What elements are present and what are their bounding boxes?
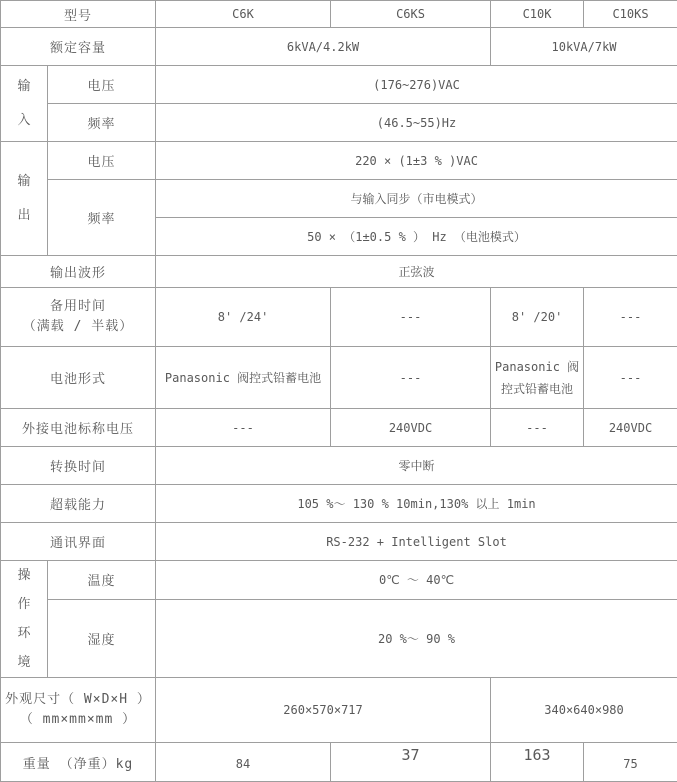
weight-label: 重量 （净重）kg [1,743,156,782]
dimensions-label [1,678,156,743]
temperature-value: 0℃ ～ 40℃ [156,561,677,600]
weight-c10ks-value: 75 [623,757,637,771]
weight-c6ks-value: 37 [401,746,419,764]
dimensions-label-line1: 外观尺寸（ W×D×H ） [3,690,153,710]
backup-time-c6ks: --- [331,288,491,347]
battery-type-c10ks: --- [584,347,677,409]
row-env-temperature [1,561,677,600]
battery-type-label: 电池形式 [1,347,156,409]
backup-time-c10k: 8' /20' [491,288,584,347]
weight-c6k [156,743,331,782]
backup-time-label-line1: 备用时间 [3,297,153,317]
output-voltage-value: 220 × (1±3 % )VAC [156,142,677,180]
environment-group-label [1,561,48,678]
comm-value: RS-232 + Intelligent Slot [156,523,677,561]
weight-c6k-value: 84 [236,757,250,771]
overload-value: 105 %～ 130 % 10min,130% 以上 1min [156,485,677,523]
row-ext-battery-voltage [1,409,677,447]
ext-battery-c10ks: 240VDC [584,409,677,447]
overload-label: 超载能力 [1,485,156,523]
battery-type-c6k: Panasonic 阀控式铅蓄电池 [156,347,331,409]
output-group-text: 输出 [17,165,32,233]
dimensions-c10: 340×640×980 [491,678,677,743]
row-overload [1,485,677,523]
row-waveform [1,256,677,288]
output-freq-battery: 50 × （1±0.5 % ） Hz （电池模式） [156,218,677,256]
comm-label: 通讯界面 [1,523,156,561]
capacity-c6: 6kVA/4.2kW [156,28,491,66]
humidity-label: 湿度 [48,599,156,677]
output-voltage-label: 电压 [48,142,156,180]
row-output-freq-utility [1,180,677,218]
waveform-value: 正弦波 [156,256,677,288]
output-freq-utility: 与输入同步（市电模式） [156,180,677,218]
input-group-text: 输入 [17,70,32,138]
input-group-label [1,66,48,142]
environment-group-text: 操作环境 [17,561,32,677]
row-input-frequency [1,104,677,142]
ext-battery-label: 外接电池标称电压 [1,409,156,447]
transfer-time-value: 零中断 [156,447,677,485]
model-c10k: C10K [491,1,584,28]
backup-time-label [1,288,156,347]
model-label: 型号 [1,1,156,28]
temperature-label: 温度 [48,561,156,600]
output-freq-label: 频率 [48,180,156,256]
dimensions-c6: 260×570×717 [156,678,491,743]
model-c6ks: C6KS [331,1,491,28]
row-transfer-time [1,447,677,485]
row-backup-time [1,288,677,347]
row-dimensions [1,678,677,743]
model-c10ks: C10KS [584,1,677,28]
row-weight [1,743,677,782]
capacity-c10: 10kVA/7kW [491,28,677,66]
weight-c10ks [584,743,677,782]
backup-time-c10ks: --- [584,288,677,347]
battery-type-c10k: Panasonic 阀控式铅蓄电池 [491,347,584,409]
backup-time-c6k: 8' /24' [156,288,331,347]
row-capacity [1,28,677,66]
row-env-humidity [1,599,677,677]
ext-battery-c10k: --- [491,409,584,447]
input-voltage-label: 电压 [48,66,156,104]
dimensions-label-line2: （ mm×mm×mm ） [3,710,153,730]
input-voltage-value: (176~276)VAC [156,66,677,104]
humidity-value: 20 %～ 90 % [156,599,677,677]
weight-c10k [491,743,584,782]
weight-c6ks [331,743,491,782]
output-group-label [1,142,48,256]
ext-battery-c6k: --- [156,409,331,447]
input-freq-label: 频率 [48,104,156,142]
waveform-label: 输出波形 [1,256,156,288]
battery-type-c6ks: --- [331,347,491,409]
weight-c10k-value: 163 [523,746,550,764]
capacity-label: 额定容量 [1,28,156,66]
input-freq-value: (46.5~55)Hz [156,104,677,142]
row-battery-type [1,347,677,409]
row-output-voltage [1,142,677,180]
backup-time-label-line2: （满载 / 半载） [3,317,153,337]
row-input-voltage [1,66,677,104]
row-model [1,1,677,28]
model-c6k: C6K [156,1,331,28]
transfer-time-label: 转换时间 [1,447,156,485]
row-comm [1,523,677,561]
ext-battery-c6ks: 240VDC [331,409,491,447]
